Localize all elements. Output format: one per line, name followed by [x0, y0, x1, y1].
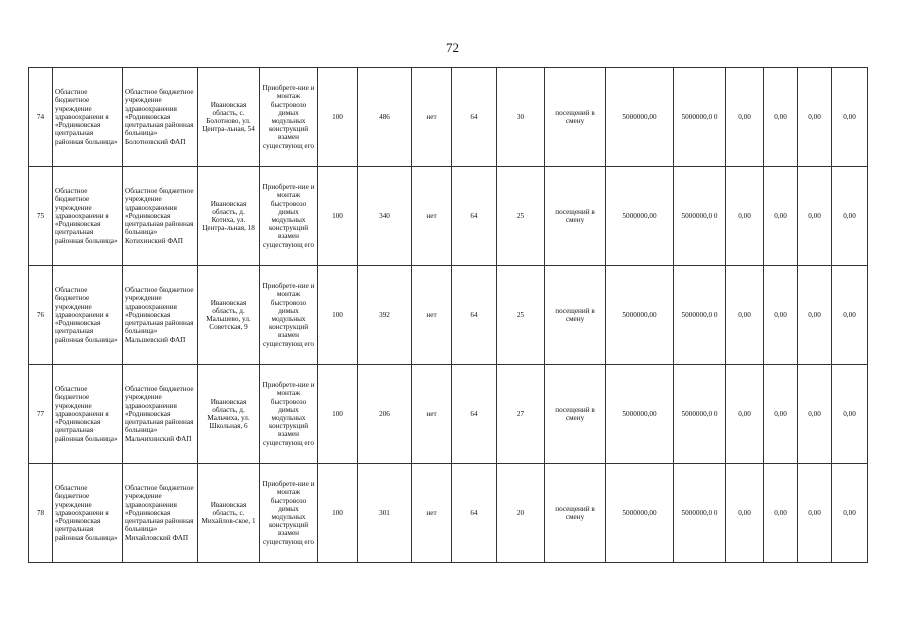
zero-cell-2: 0,00	[764, 167, 798, 266]
zero-cell-4: 0,00	[832, 68, 868, 167]
zero-cell-4: 0,00	[832, 365, 868, 464]
capacity-unit-cell: посещений в смену	[545, 68, 606, 167]
area-cell: 206	[358, 365, 412, 464]
organization-cell: Областное бюджетное учреждение здравоохранени я «Родниковская центральная районная больница»	[53, 365, 123, 464]
value2-cell: 25	[497, 266, 545, 365]
zero-cell-3: 0,00	[798, 167, 832, 266]
page-number: 72	[446, 40, 459, 55]
row-number: 76	[29, 266, 53, 365]
zero-cell-2: 0,00	[764, 266, 798, 365]
zero-cell-3: 0,00	[798, 266, 832, 365]
table-row	[29, 464, 868, 563]
organization-cell: Областное бюджетное учреждение здравоохранени я «Родниковская центральная районная больница»	[53, 464, 123, 563]
area-cell: 340	[358, 167, 412, 266]
value1-cell: 64	[452, 464, 497, 563]
zero-cell-1: 0,00	[726, 167, 764, 266]
percent-cell: 100	[318, 365, 358, 464]
work-description-cell: Приобрете-ние и монтаж быстровозо димых модульных конструкций взамен существующ его	[260, 365, 318, 464]
area-cell: 486	[358, 68, 412, 167]
organization-cell: Областное бюджетное учреждение здравоохранени я «Родниковская центральная районная больница»	[53, 266, 123, 365]
organization-cell: Областное бюджетное учреждение здравоохранени я «Родниковская центральная районная больница»	[53, 167, 123, 266]
percent-cell: 100	[318, 464, 358, 563]
value2-cell: 27	[497, 365, 545, 464]
value1-cell: 64	[452, 167, 497, 266]
value2-cell: 30	[497, 68, 545, 167]
row-number: 78	[29, 464, 53, 563]
amount-cell: 5000000,00	[606, 167, 674, 266]
unit-cell: нет	[412, 266, 452, 365]
unit-cell: нет	[412, 365, 452, 464]
table-row	[29, 266, 868, 365]
area-cell: 392	[358, 266, 412, 365]
percent-cell: 100	[318, 167, 358, 266]
facility-cell: Областное бюджетное учреждение здравоохранения «Родниковская центральная районная больница» Мальчихинский ФАП	[123, 365, 198, 464]
value1-cell: 64	[452, 68, 497, 167]
facilities-table	[28, 67, 868, 563]
work-description-cell: Приобрете-ние и монтаж быстровозо димых модульных конструкций взамен существующ его	[260, 464, 318, 563]
row-number: 74	[29, 68, 53, 167]
zero-cell-4: 0,00	[832, 464, 868, 563]
address-cell: Ивановская область, д. Котиха, ул. Центра-льная, 18	[198, 167, 260, 266]
zero-cell-4: 0,00	[832, 266, 868, 365]
capacity-unit-cell: посещений в смену	[545, 464, 606, 563]
zero-cell-2: 0,00	[764, 365, 798, 464]
row-number: 77	[29, 365, 53, 464]
amount-cell: 5000000,00	[606, 365, 674, 464]
amount-cell: 5000000,00	[606, 266, 674, 365]
zero-cell-4: 0,00	[832, 167, 868, 266]
zero-cell-1: 0,00	[726, 266, 764, 365]
percent-cell: 100	[318, 68, 358, 167]
capacity-unit-cell: посещений в смену	[545, 365, 606, 464]
facility-cell: Областное бюджетное учреждение здравоохранения «Родниковская центральная районная больница» Болотновский ФАП	[123, 68, 198, 167]
amount-cell: 5000000,00	[606, 68, 674, 167]
amount2-cell: 5000000,0 0	[674, 266, 726, 365]
amount2-cell: 5000000,0 0	[674, 68, 726, 167]
organization-cell: Областное бюджетное учреждение здравоохранени я «Родниковская центральная районная больница»	[53, 68, 123, 167]
zero-cell-3: 0,00	[798, 68, 832, 167]
zero-cell-3: 0,00	[798, 464, 832, 563]
amount2-cell: 5000000,0 0	[674, 365, 726, 464]
work-description-cell: Приобрете-ние и монтаж быстровозо димых модульных конструкций взамен существующ его	[260, 266, 318, 365]
amount2-cell: 5000000,0 0	[674, 167, 726, 266]
value1-cell: 64	[452, 365, 497, 464]
zero-cell-2: 0,00	[764, 68, 798, 167]
row-number: 75	[29, 167, 53, 266]
amount2-cell: 5000000,0 0	[674, 464, 726, 563]
capacity-unit-cell: посещений в смену	[545, 167, 606, 266]
percent-cell: 100	[318, 266, 358, 365]
zero-cell-3: 0,00	[798, 365, 832, 464]
table-row	[29, 365, 868, 464]
amount-cell: 5000000,00	[606, 464, 674, 563]
facility-cell: Областное бюджетное учреждение здравоохранения «Родниковская центральная районная больница» Котихинский ФАП	[123, 167, 198, 266]
zero-cell-2: 0,00	[764, 464, 798, 563]
zero-cell-1: 0,00	[726, 68, 764, 167]
area-cell: 301	[358, 464, 412, 563]
address-cell: Ивановская область, с. Михайлов-ское, 1	[198, 464, 260, 563]
zero-cell-1: 0,00	[726, 464, 764, 563]
unit-cell: нет	[412, 68, 452, 167]
value2-cell: 25	[497, 167, 545, 266]
value2-cell: 20	[497, 464, 545, 563]
table-row	[29, 68, 868, 167]
value1-cell: 64	[452, 266, 497, 365]
unit-cell: нет	[412, 167, 452, 266]
work-description-cell: Приобрете-ние и монтаж быстровозо димых модульных конструкций взамен существующ его	[260, 167, 318, 266]
capacity-unit-cell: посещений в смену	[545, 266, 606, 365]
address-cell: Ивановская область, д. Мальшево, ул. Советская, 9	[198, 266, 260, 365]
address-cell: Ивановская область, д. Мальчиха, ул. Школьная, 6	[198, 365, 260, 464]
work-description-cell: Приобрете-ние и монтаж быстровозо димых модульных конструкций взамен существующ его	[260, 68, 318, 167]
address-cell: Ивановская область, с. Болотново, ул. Центра-льная, 54	[198, 68, 260, 167]
unit-cell: нет	[412, 464, 452, 563]
zero-cell-1: 0,00	[726, 365, 764, 464]
table-row	[29, 167, 868, 266]
facility-cell: Областное бюджетное учреждение здравоохранения «Родниковская центральная районная больница» Михайловский ФАП	[123, 464, 198, 563]
facility-cell: Областное бюджетное учреждение здравоохранения «Родниковская центральная районная больница» Мальшевский ФАП	[123, 266, 198, 365]
